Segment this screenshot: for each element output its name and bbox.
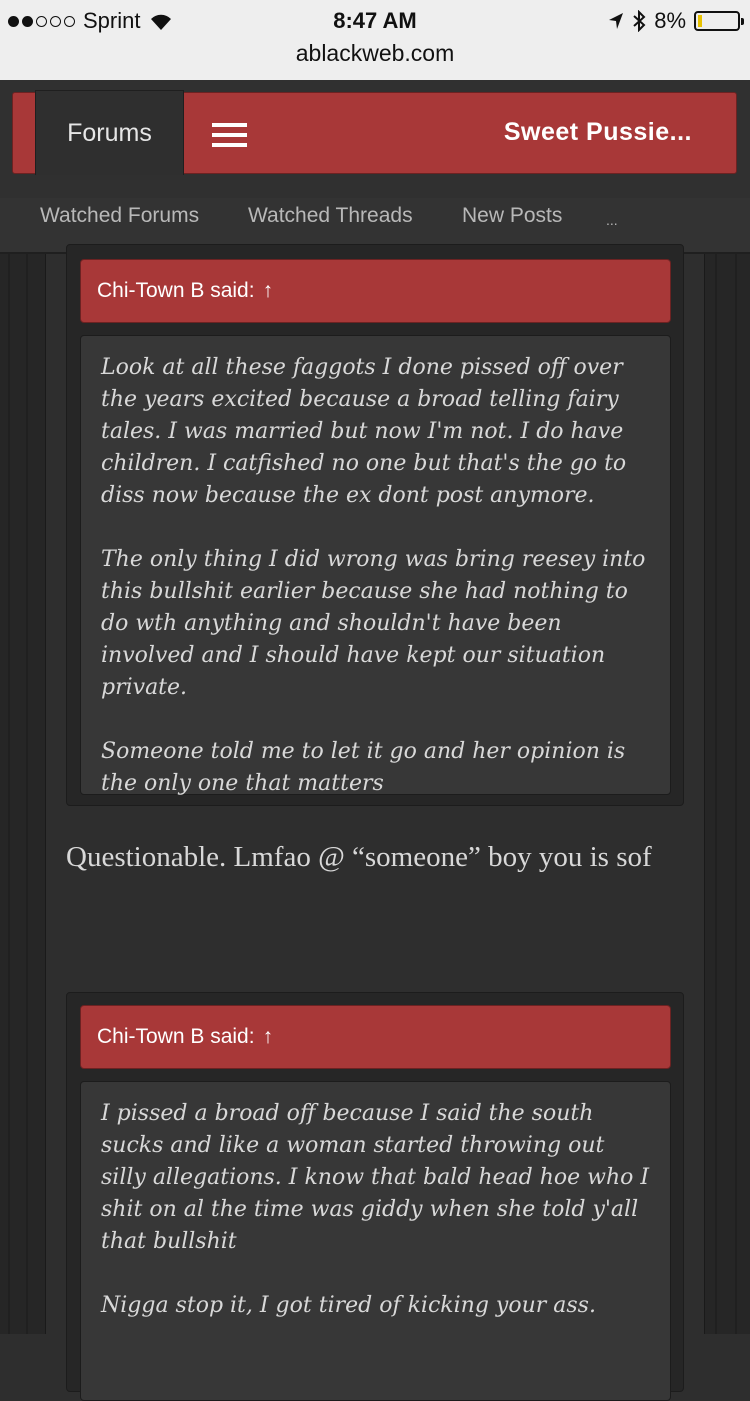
subnav-more[interactable]: ... — [606, 212, 618, 228]
carrier-name: Sprint — [83, 8, 141, 33]
battery-icon — [694, 11, 740, 31]
hamburger-menu-icon[interactable] — [212, 123, 247, 147]
site-title[interactable]: Sweet Pussie... — [503, 118, 692, 146]
subnav-watched-threads[interactable]: Watched Threads — [248, 204, 413, 227]
jump-to-quote-icon[interactable]: ↑ — [262, 279, 274, 302]
quote-paragraph: Look at all these faggots I done pissed off over the years excited because a broad telling fairy tales. I was married but now I'm not. I do have children. I catfished no one but that's the go to diss now because the ex dont post anymore. — [101, 355, 627, 508]
bluetooth-icon — [632, 10, 646, 32]
thread-content — [0, 254, 750, 1334]
tab-forums[interactable]: Forums — [35, 90, 184, 175]
location-arrow-icon — [608, 12, 624, 30]
quote-block — [66, 992, 684, 1392]
status-right — [608, 8, 740, 34]
subnav-new-posts[interactable]: New Posts — [462, 204, 563, 227]
subnav-watched-forums[interactable]: Watched Forums — [40, 204, 200, 227]
quote-text — [80, 335, 671, 795]
url-bar[interactable]: ablackweb.com — [295, 40, 455, 66]
battery-percent: 8% — [654, 8, 686, 33]
quote-attribution[interactable] — [80, 259, 671, 323]
forum-header — [0, 80, 750, 254]
quote-paragraph: I pissed a broad off because I said the south sucks and like a woman started throwing out silly allegations. I know that bald head hoe who I shit on al the time was giddy when she told y'all that bullshit — [101, 1101, 650, 1254]
quote-paragraph: The only thing I did wrong was bring reesey into this bullshit earlier because she had nothing to do wth anything and shouldn't have been involved and I should have kept our situation private. — [101, 547, 646, 700]
quote-author: Chi-Town B said: — [97, 279, 255, 302]
post-body — [46, 254, 704, 1334]
left-gutter — [0, 254, 46, 1334]
reply-text: Questionable. Lmfao @ “someone” boy you is sof — [66, 841, 652, 873]
quote-paragraph: Someone told me to let it go and her opinion is the only one that matters — [101, 739, 626, 796]
status-bar — [0, 0, 750, 80]
quote-paragraph: Nigga stop it, I got tired of kicking your ass. — [101, 1293, 596, 1318]
quote-text — [80, 1081, 671, 1401]
right-gutter — [704, 254, 750, 1334]
clock: 8:47 AM — [333, 8, 417, 33]
quote-block — [66, 244, 684, 806]
quote-attribution[interactable] — [80, 1005, 671, 1069]
quote-author: Chi-Town B said: — [97, 1025, 255, 1048]
jump-to-quote-icon[interactable]: ↑ — [262, 1025, 274, 1048]
